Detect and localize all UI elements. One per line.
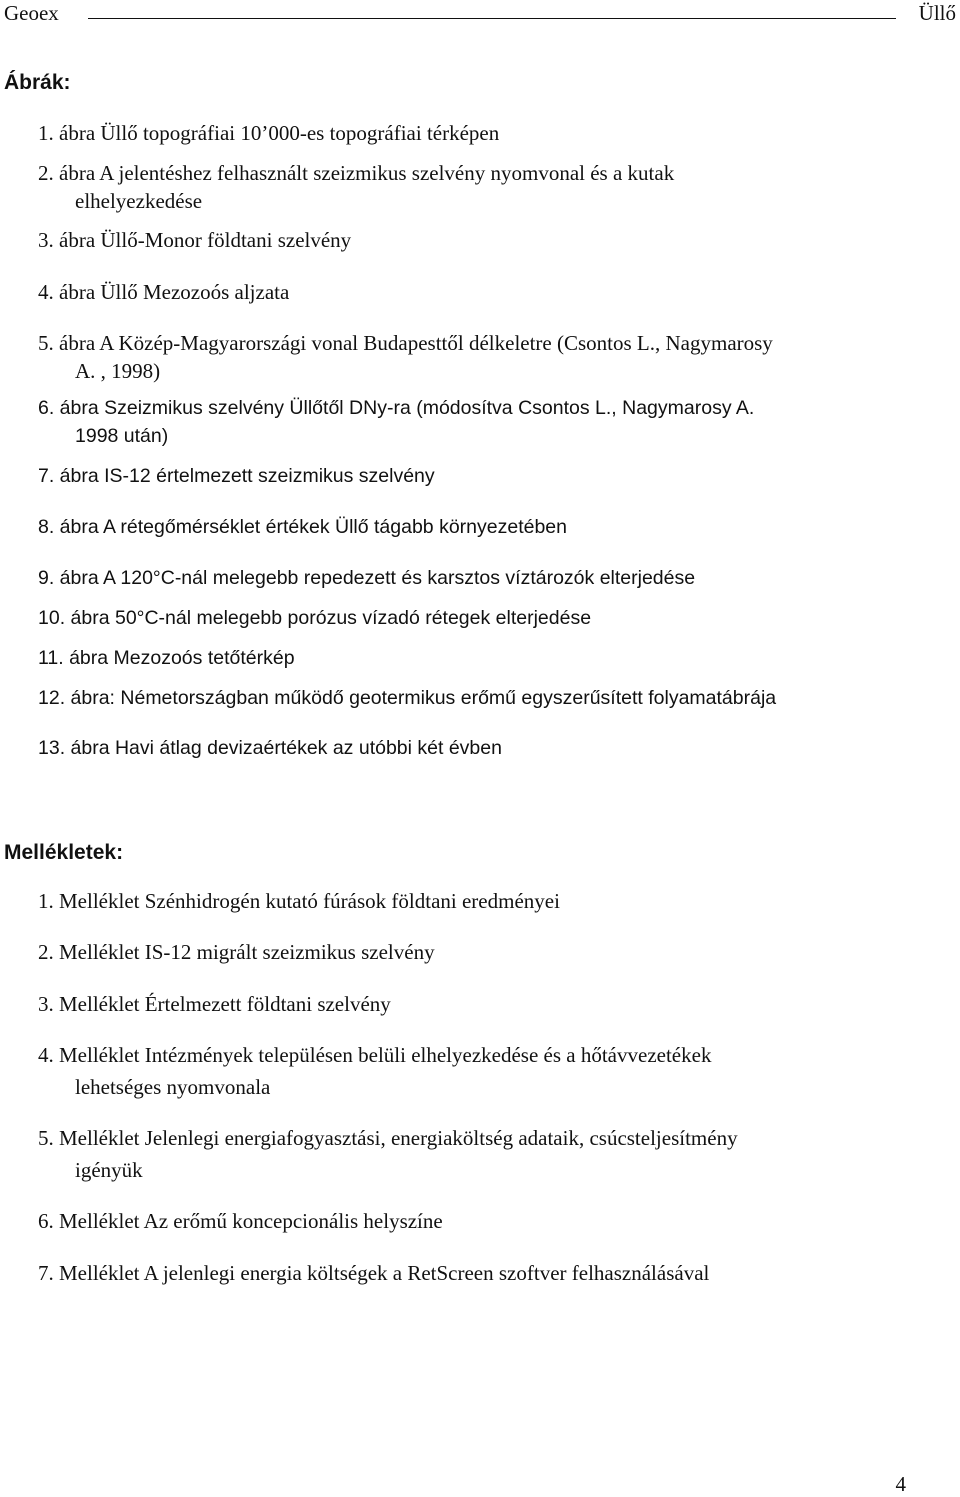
figure-item (38, 684, 918, 712)
header-location: Üllő (918, 1, 956, 25)
appendix-item (38, 1122, 918, 1186)
figure-item-line: 1. ábra Üllő topográfiai 10’000-es topográfiai térképen (38, 121, 500, 145)
figure-item-line: A. , 1998) (75, 359, 161, 383)
appendix-item-line: lehetséges nyomvonala (75, 1075, 271, 1099)
appendix-item-line: 2. Melléklet IS-12 migrált szeizmikus szelvény (38, 940, 435, 964)
figure-item-line: 2. ábra A jelentéshez felhasznált szeizmikus szelvény nyomvonal és a kutak (38, 161, 675, 185)
appendix-item (38, 936, 918, 968)
figure-item-line: 8. ábra A rétegőmérséklet értékek Üllő tágabb környezetében (38, 516, 567, 538)
header-company: Geoex (4, 1, 59, 25)
appendix-item-line: igényük (75, 1158, 143, 1182)
figure-item-line: 12. ábra: Németországban működő geotermikus erőmű egyszerűsített folyamatábrája (38, 687, 777, 709)
figure-item (38, 394, 918, 450)
figure-item (38, 329, 918, 385)
figure-item (38, 604, 918, 632)
appendix-item-line: 3. Melléklet Értelmezett földtani szelvény (38, 992, 391, 1016)
figure-item-line: elhelyezkedése (75, 189, 203, 213)
appendix-item-line: 5. Melléklet Jelenlegi energiafogyasztási, energiaköltség adataik, csúcsteljesítmény (38, 1126, 738, 1150)
figure-item (38, 119, 918, 147)
appendix-item (38, 1039, 918, 1103)
figure-item (38, 159, 918, 215)
figure-item (38, 462, 918, 490)
appendix-item (38, 885, 918, 917)
appendices-heading: Mellékletek: (4, 841, 124, 864)
figures-heading: Ábrák: (4, 71, 71, 94)
page-number: 4 (895, 1472, 906, 1496)
figure-item (38, 564, 918, 592)
figure-item-line: 9. ábra A 120°C-nál melegebb repedezett és karsztos víztározók elterjedése (38, 567, 696, 589)
appendix-item-line: 1. Melléklet Szénhidrogén kutató fúrások földtani eredményei (38, 889, 560, 913)
header-rule (88, 18, 896, 19)
appendix-item (38, 1257, 918, 1289)
figure-item-line: 11. ábra Mezozoós tetőtérkép (38, 647, 295, 669)
figure-item-line: 4. ábra Üllő Mezozoós aljzata (38, 280, 290, 304)
page-header (0, 0, 960, 30)
appendix-item (38, 1205, 918, 1237)
figure-item-line: 3. ábra Üllő-Monor földtani szelvény (38, 228, 352, 252)
appendix-item (38, 988, 918, 1020)
figure-item-line: 13. ábra Havi átlag devizaértékek az utóbbi két évben (38, 737, 502, 759)
figure-item-line: 7. ábra IS-12 értelmezett szeizmikus szelvény (38, 465, 435, 487)
figure-item-line: 5. ábra A Közép-Magyarországi vonal Budapesttől délkeletre (Csontos L., Nagymarosy (38, 331, 773, 355)
figure-item (38, 513, 918, 541)
appendix-item-line: 6. Melléklet Az erőmű koncepcionális helyszíne (38, 1209, 443, 1233)
figure-item-line: 1998 után) (75, 425, 169, 447)
figure-item (38, 644, 918, 672)
figure-item-line: 6. ábra Szeizmikus szelvény Üllőtől DNy-ra (módosítva Csontos L., Nagymarosy A. (38, 397, 755, 419)
figure-item (38, 278, 918, 306)
figure-item (38, 734, 918, 762)
appendix-item-line: 4. Melléklet Intézmények településen belüli elhelyezkedése és a hőtávvezetékek (38, 1043, 712, 1067)
figure-item (38, 226, 918, 254)
appendix-item-line: 7. Melléklet A jelenlegi energia költségek a RetScreen szoftver felhasználásával (38, 1261, 710, 1285)
figure-item-line: 10. ábra 50°C-nál melegebb porózus vízadó rétegek elterjedése (38, 607, 592, 629)
